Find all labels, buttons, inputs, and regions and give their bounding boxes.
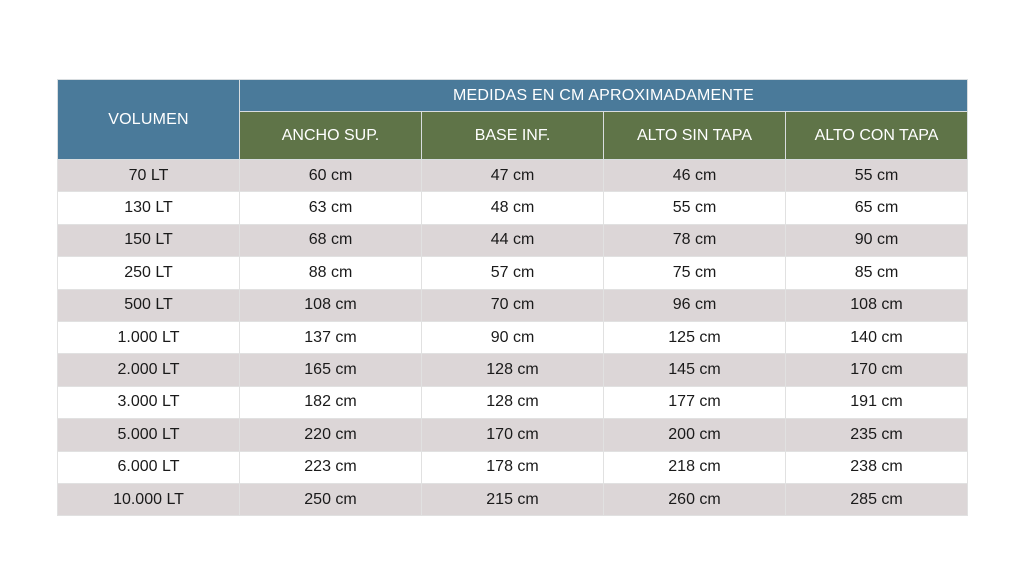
tank-dimensions-table: [57, 79, 968, 516]
alto-sin-tapa-cell: 78 cm: [604, 224, 786, 256]
volume-cell: 2.000 LT: [58, 354, 240, 386]
volume-cell: 3.000 LT: [58, 386, 240, 418]
alto-con-tapa-cell: 90 cm: [786, 224, 968, 256]
volume-cell: 250 LT: [58, 257, 240, 289]
base-inf-cell: 48 cm: [422, 192, 604, 224]
volume-cell: 130 LT: [58, 192, 240, 224]
base-inf-cell: 47 cm: [422, 160, 604, 192]
table-row: [58, 160, 968, 192]
alto-con-tapa-cell: 235 cm: [786, 419, 968, 451]
alto-con-tapa-cell: 191 cm: [786, 386, 968, 418]
ancho-sup-cell: 165 cm: [240, 354, 422, 386]
volume-cell: 150 LT: [58, 224, 240, 256]
ancho-sup-cell: 182 cm: [240, 386, 422, 418]
base-inf-cell: 70 cm: [422, 289, 604, 321]
table-header: [58, 80, 968, 160]
table-row: [58, 192, 968, 224]
base-inf-cell: 57 cm: [422, 257, 604, 289]
base-inf-cell: 128 cm: [422, 386, 604, 418]
table-row: [58, 451, 968, 483]
ancho-sup-cell: 220 cm: [240, 419, 422, 451]
alto-con-tapa-cell: 170 cm: [786, 354, 968, 386]
column-header-ancho-sup: ANCHO SUP.: [240, 112, 422, 160]
alto-con-tapa-cell: 85 cm: [786, 257, 968, 289]
table-row: [58, 321, 968, 353]
table-row: [58, 386, 968, 418]
volume-cell: 6.000 LT: [58, 451, 240, 483]
volume-cell: 70 LT: [58, 160, 240, 192]
alto-sin-tapa-cell: 218 cm: [604, 451, 786, 483]
alto-sin-tapa-cell: 55 cm: [604, 192, 786, 224]
alto-con-tapa-cell: 108 cm: [786, 289, 968, 321]
ancho-sup-cell: 88 cm: [240, 257, 422, 289]
volume-cell: 5.000 LT: [58, 419, 240, 451]
base-inf-cell: 170 cm: [422, 419, 604, 451]
ancho-sup-cell: 137 cm: [240, 321, 422, 353]
alto-sin-tapa-cell: 125 cm: [604, 321, 786, 353]
column-header-alto-sin-tapa: ALTO SIN TAPA: [604, 112, 786, 160]
measurements-group-header: MEDIDAS EN CM APROXIMADAMENTE: [240, 80, 968, 112]
base-inf-cell: 90 cm: [422, 321, 604, 353]
alto-con-tapa-cell: 55 cm: [786, 160, 968, 192]
table-row: [58, 289, 968, 321]
table-row: [58, 483, 968, 515]
ancho-sup-cell: 108 cm: [240, 289, 422, 321]
base-inf-cell: 128 cm: [422, 354, 604, 386]
base-inf-cell: 178 cm: [422, 451, 604, 483]
base-inf-cell: 215 cm: [422, 483, 604, 515]
ancho-sup-cell: 250 cm: [240, 483, 422, 515]
volume-column-header: VOLUMEN: [58, 80, 240, 160]
ancho-sup-cell: 60 cm: [240, 160, 422, 192]
alto-sin-tapa-cell: 145 cm: [604, 354, 786, 386]
table-row: [58, 419, 968, 451]
ancho-sup-cell: 223 cm: [240, 451, 422, 483]
header-row-top: [58, 80, 968, 112]
table-row: [58, 354, 968, 386]
column-header-base-inf: BASE INF.: [422, 112, 604, 160]
alto-con-tapa-cell: 238 cm: [786, 451, 968, 483]
volume-cell: 500 LT: [58, 289, 240, 321]
volume-cell: 10.000 LT: [58, 483, 240, 515]
alto-con-tapa-cell: 65 cm: [786, 192, 968, 224]
alto-con-tapa-cell: 285 cm: [786, 483, 968, 515]
alto-sin-tapa-cell: 260 cm: [604, 483, 786, 515]
alto-sin-tapa-cell: 46 cm: [604, 160, 786, 192]
column-header-alto-con-tapa: ALTO CON TAPA: [786, 112, 968, 160]
alto-sin-tapa-cell: 200 cm: [604, 419, 786, 451]
table-row: [58, 224, 968, 256]
table-row: [58, 257, 968, 289]
base-inf-cell: 44 cm: [422, 224, 604, 256]
alto-con-tapa-cell: 140 cm: [786, 321, 968, 353]
table-body: [58, 160, 968, 516]
volume-cell: 1.000 LT: [58, 321, 240, 353]
ancho-sup-cell: 63 cm: [240, 192, 422, 224]
alto-sin-tapa-cell: 96 cm: [604, 289, 786, 321]
alto-sin-tapa-cell: 177 cm: [604, 386, 786, 418]
ancho-sup-cell: 68 cm: [240, 224, 422, 256]
alto-sin-tapa-cell: 75 cm: [604, 257, 786, 289]
